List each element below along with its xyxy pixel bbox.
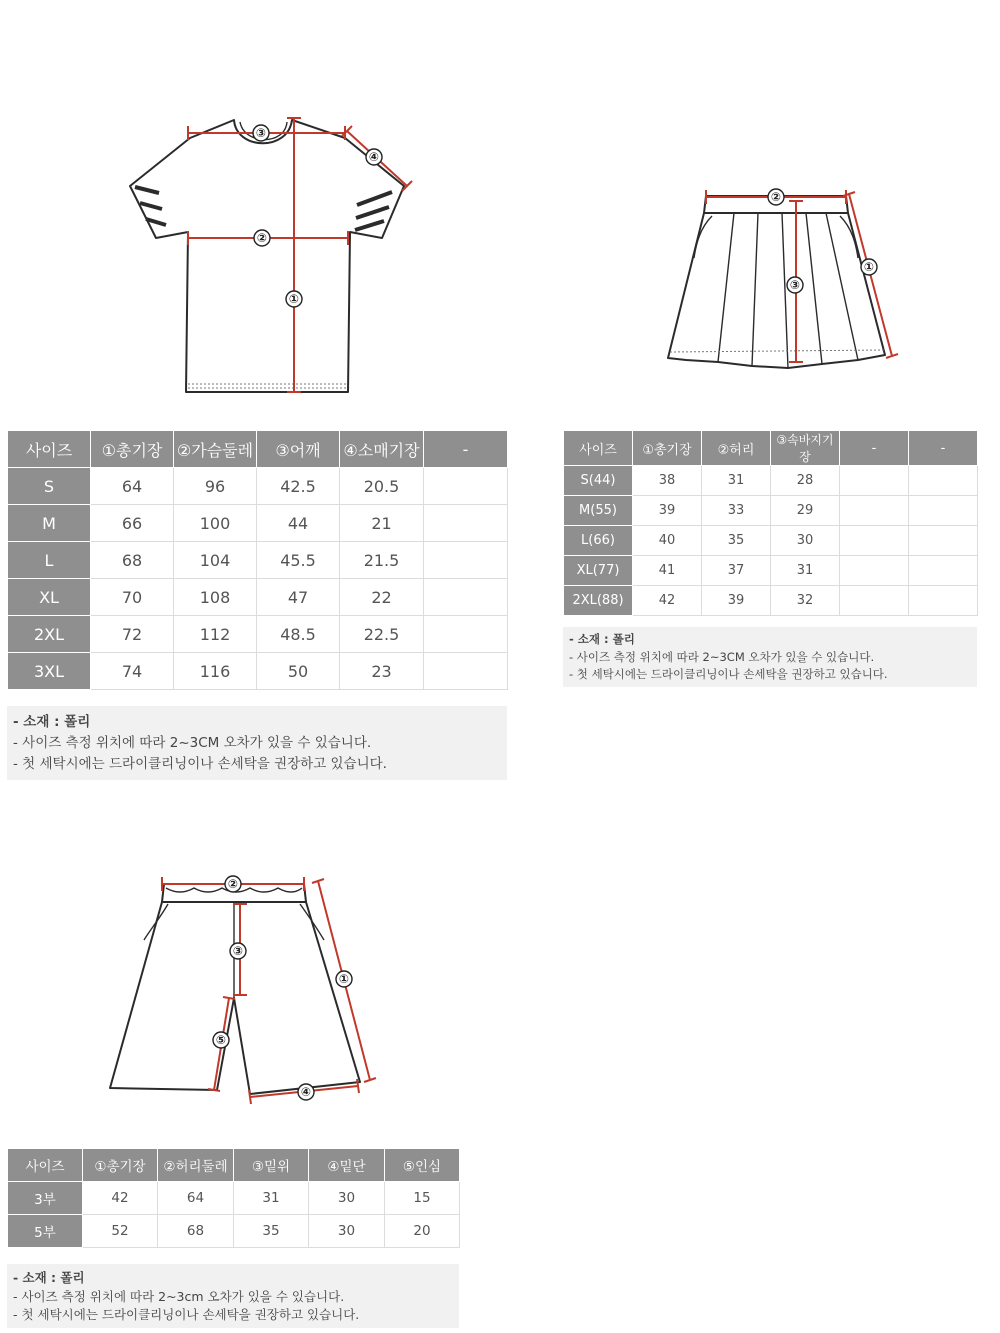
material-note: - 소재 : 폴리	[13, 714, 91, 730]
table-cell: 116	[174, 653, 257, 690]
table-row	[8, 1182, 460, 1215]
table-cell: 70	[91, 579, 174, 616]
shorts-badge-5	[213, 1032, 229, 1048]
table-cell	[909, 586, 978, 616]
tshirt-outline	[130, 120, 404, 392]
table-cell: 31	[771, 556, 840, 586]
svg-text:②: ②	[770, 190, 782, 204]
size-label-cell: XL(77)	[564, 556, 633, 586]
skirt-size-table	[563, 430, 978, 616]
tshirt-badge-2	[254, 230, 270, 246]
table-cell: 68	[91, 542, 174, 579]
svg-text:④: ④	[368, 150, 380, 164]
shorts-notes	[7, 1264, 459, 1328]
table-cell: 41	[633, 556, 702, 586]
table-cell: 48.5	[257, 616, 340, 653]
svg-text:①: ①	[288, 292, 300, 306]
shorts-badge-1	[336, 971, 352, 987]
table-cell: 39	[633, 496, 702, 526]
table-cell: 20	[385, 1215, 460, 1248]
header-cell: ④소매기장	[340, 431, 424, 468]
header-cell: ③속바지기장	[771, 431, 840, 466]
table-cell: 32	[771, 586, 840, 616]
skirt-outline	[668, 196, 885, 368]
tshirt-header-row	[8, 431, 508, 468]
table-cell: 72	[91, 616, 174, 653]
header-cell: ②가슴둘레	[174, 431, 257, 468]
svg-text:③: ③	[255, 126, 267, 140]
svg-text:①: ①	[338, 972, 350, 986]
tshirt-size-table	[7, 430, 508, 690]
shorts-badge-4	[298, 1084, 314, 1100]
skirt-header-row	[564, 431, 978, 466]
skirt-badge-2	[768, 189, 784, 205]
table-cell: 104	[174, 542, 257, 579]
table-cell: 31	[702, 466, 771, 496]
table-cell	[909, 526, 978, 556]
table-cell	[424, 653, 508, 690]
tshirt-badge-4	[366, 149, 382, 165]
table-cell	[840, 466, 909, 496]
header-cell: ④밑단	[309, 1149, 385, 1182]
table-cell: 64	[91, 468, 174, 505]
table-cell	[909, 556, 978, 586]
washing-note: - 첫 세탁시에는 드라이클리닝이나 손세탁을 권장하고 있습니다.	[569, 667, 888, 681]
svg-text:⑤: ⑤	[215, 1033, 227, 1047]
table-cell: 30	[309, 1182, 385, 1215]
tolerance-note: - 사이즈 측정 위치에 따라 2~3CM 오차가 있을 수 있습니다.	[569, 649, 875, 664]
header-cell: -	[424, 431, 508, 468]
table-row	[564, 526, 978, 556]
table-cell: 44	[257, 505, 340, 542]
header-cell: ①총기장	[83, 1149, 158, 1182]
size-label-cell: S	[8, 468, 91, 505]
svg-text:②: ②	[227, 877, 239, 891]
skirt-notes	[563, 627, 977, 687]
size-label-cell: 5부	[8, 1215, 83, 1248]
table-cell: 38	[633, 466, 702, 496]
table-cell: 50	[257, 653, 340, 690]
table-row	[564, 556, 978, 586]
table-cell	[424, 505, 508, 542]
table-cell: 66	[91, 505, 174, 542]
svg-text:①: ①	[863, 260, 875, 274]
table-row	[564, 466, 978, 496]
header-cell: ②허리둘레	[158, 1149, 234, 1182]
table-cell: 37	[702, 556, 771, 586]
size-label-cell: 2XL	[8, 616, 91, 653]
size-label-cell: 3부	[8, 1182, 83, 1215]
shorts-badge-3	[230, 943, 246, 959]
table-cell: 29	[771, 496, 840, 526]
size-label-cell: L	[8, 542, 91, 579]
shorts-size-table	[7, 1148, 460, 1248]
header-cell: ②허리	[702, 431, 771, 466]
table-cell: 42	[83, 1182, 158, 1215]
table-cell: 30	[309, 1215, 385, 1248]
header-cell: 사이즈	[8, 431, 91, 468]
skirt-badge-3	[787, 277, 803, 293]
table-cell: 74	[91, 653, 174, 690]
table-cell: 35	[234, 1215, 309, 1248]
table-cell	[840, 586, 909, 616]
table-cell	[424, 468, 508, 505]
table-row	[8, 1215, 460, 1248]
tolerance-note: - 사이즈 측정 위치에 따라 2~3CM 오차가 있을 수 있습니다.	[13, 735, 372, 751]
table-cell	[840, 556, 909, 586]
table-cell	[424, 542, 508, 579]
table-row	[564, 496, 978, 526]
table-cell	[840, 526, 909, 556]
table-cell: 30	[771, 526, 840, 556]
table-row	[8, 468, 508, 505]
washing-note: - 첫 세탁시에는 드라이클리닝이나 손세탁을 권장하고 있습니다.	[13, 1307, 360, 1322]
shorts-header-row	[8, 1149, 460, 1182]
tshirt-badge-3	[253, 125, 269, 141]
svg-text:③: ③	[232, 944, 244, 958]
table-cell: 40	[633, 526, 702, 556]
table-cell: 52	[83, 1215, 158, 1248]
table-row	[564, 586, 978, 616]
table-row	[8, 653, 508, 690]
size-label-cell: XL	[8, 579, 91, 616]
table-cell: 21.5	[340, 542, 424, 579]
table-row	[8, 579, 508, 616]
header-cell: -	[840, 431, 909, 466]
size-label-cell: S(44)	[564, 466, 633, 496]
header-cell: ③어깨	[257, 431, 340, 468]
table-cell: 47	[257, 579, 340, 616]
table-cell	[424, 616, 508, 653]
washing-note: - 첫 세탁시에는 드라이클리닝이나 손세탁을 권장하고 있습니다.	[13, 756, 387, 772]
size-label-cell: M	[8, 505, 91, 542]
table-cell: 31	[234, 1182, 309, 1215]
size-label-cell: M(55)	[564, 496, 633, 526]
table-cell: 33	[702, 496, 771, 526]
tshirt-badge-1	[286, 291, 302, 307]
table-cell: 64	[158, 1182, 234, 1215]
table-cell	[840, 496, 909, 526]
size-label-cell: 2XL(88)	[564, 586, 633, 616]
table-cell: 45.5	[257, 542, 340, 579]
table-row	[8, 542, 508, 579]
size-label-cell: 3XL	[8, 653, 91, 690]
tshirt-notes	[7, 706, 507, 780]
table-cell: 20.5	[340, 468, 424, 505]
header-cell: ⑤인심	[385, 1149, 460, 1182]
header-cell: -	[909, 431, 978, 466]
table-cell: 35	[702, 526, 771, 556]
material-note: - 소재 : 폴리	[13, 1270, 85, 1285]
svg-text:②: ②	[256, 231, 268, 245]
header-cell: 사이즈	[564, 431, 633, 466]
table-cell: 42	[633, 586, 702, 616]
table-cell: 21	[340, 505, 424, 542]
table-cell	[424, 579, 508, 616]
shorts-badge-2	[225, 876, 241, 892]
header-cell: ③밑위	[234, 1149, 309, 1182]
tolerance-note: - 사이즈 측정 위치에 따라 2~3cm 오차가 있을 수 있습니다.	[13, 1288, 345, 1304]
table-cell: 112	[174, 616, 257, 653]
table-cell: 68	[158, 1215, 234, 1248]
table-row	[8, 616, 508, 653]
table-cell: 23	[340, 653, 424, 690]
table-cell: 39	[702, 586, 771, 616]
table-cell: 22	[340, 579, 424, 616]
table-cell: 42.5	[257, 468, 340, 505]
size-label-cell: L(66)	[564, 526, 633, 556]
table-cell: 22.5	[340, 616, 424, 653]
skirt-badge-1	[861, 259, 877, 275]
table-cell: 108	[174, 579, 257, 616]
table-cell: 28	[771, 466, 840, 496]
shorts-outline	[110, 884, 360, 1094]
svg-text:③: ③	[789, 278, 801, 292]
table-cell	[909, 496, 978, 526]
table-cell: 100	[174, 505, 257, 542]
table-row	[8, 505, 508, 542]
material-note: - 소재 : 폴리	[569, 632, 635, 646]
header-cell: ①총기장	[633, 431, 702, 466]
header-cell: 사이즈	[8, 1149, 83, 1182]
table-cell: 96	[174, 468, 257, 505]
header-cell: ①총기장	[91, 431, 174, 468]
table-cell: 15	[385, 1182, 460, 1215]
table-cell	[909, 466, 978, 496]
svg-text:④: ④	[300, 1085, 312, 1099]
